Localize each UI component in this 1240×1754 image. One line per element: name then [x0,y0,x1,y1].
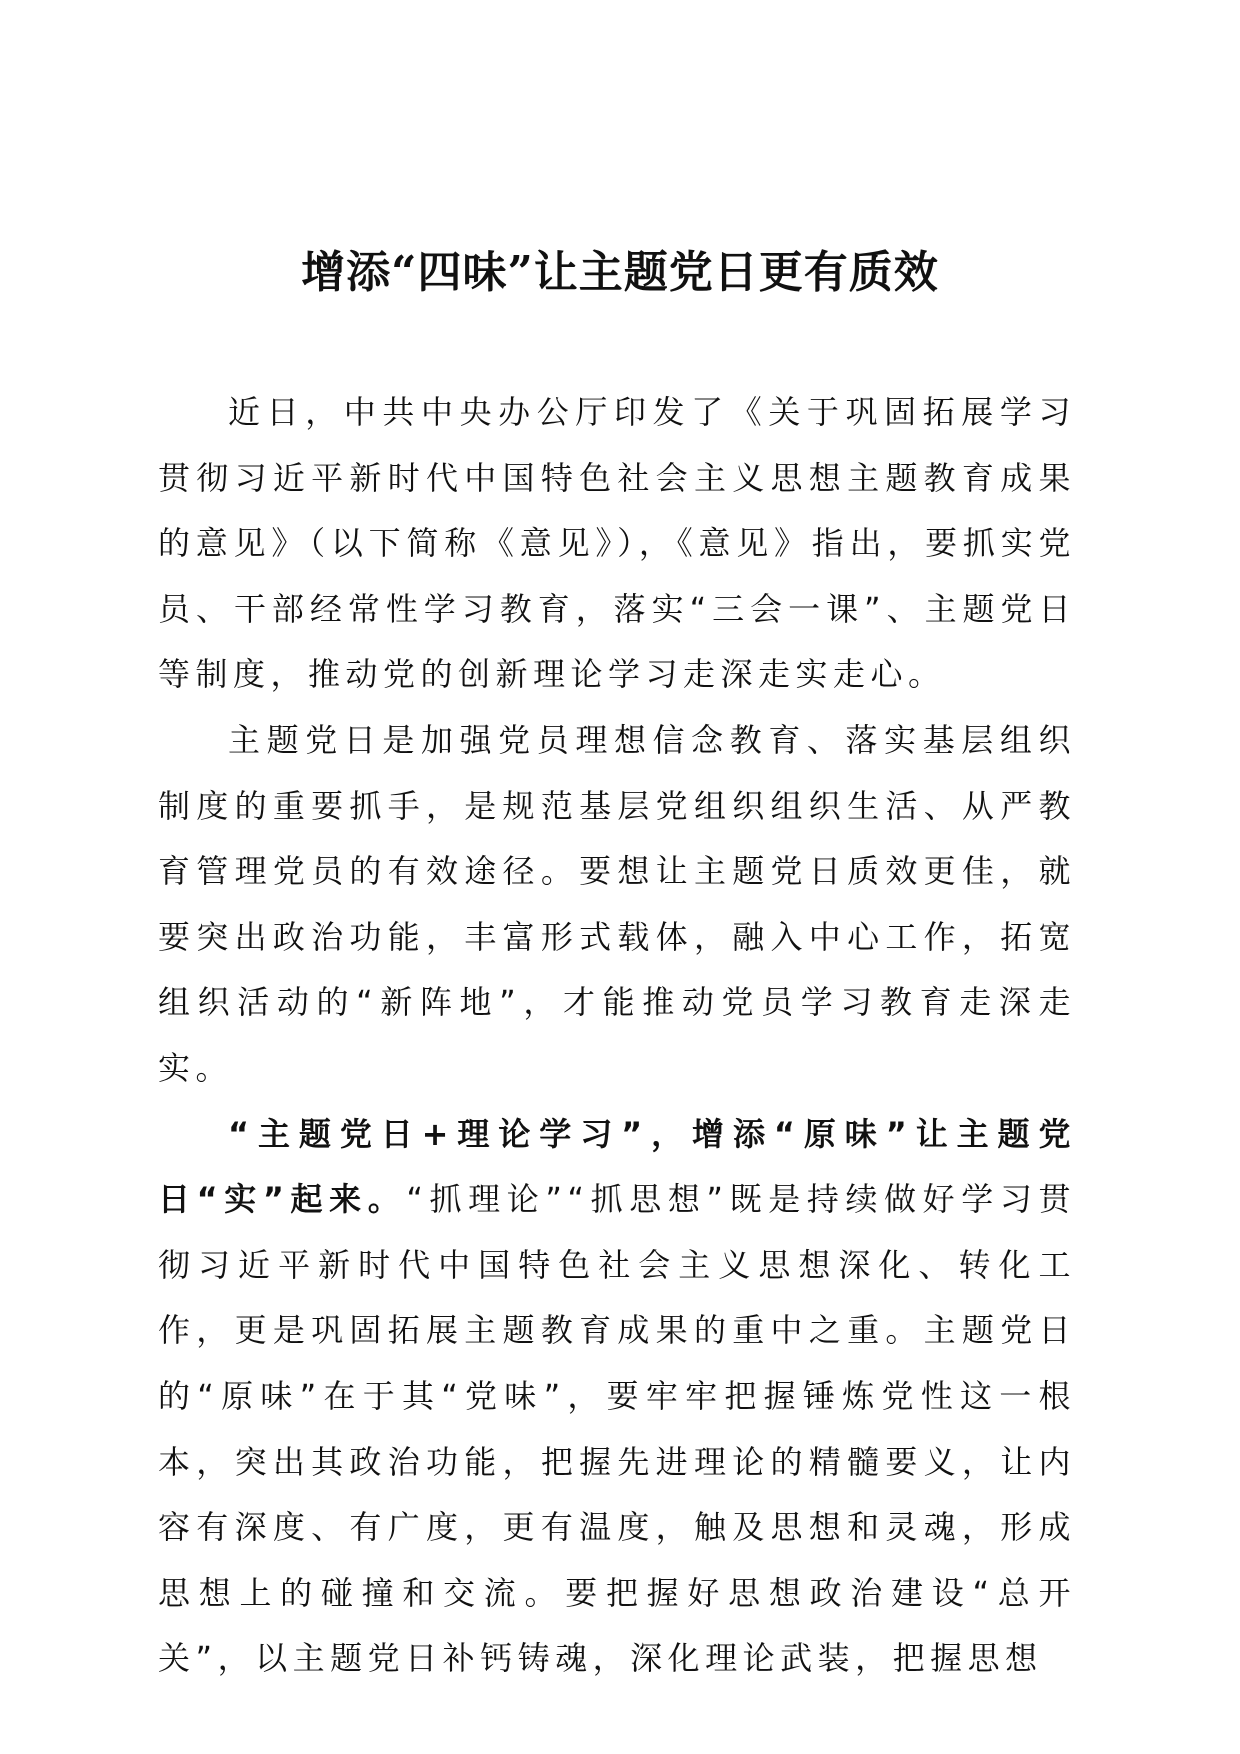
paragraph-lead-heading: “主题党日+理论学习”，增添“原味”让主题党日“实”起来。 [158,1114,1076,1219]
paragraph-text: “抓理论”“抓思想”既是持续做好学习贯彻习近平新时代中国特色社会主义思想深化、转化工作，更是巩固拓展主题教育成果的重中之重。主题党日的“原味”在于其“党味”，要牢牢把握锤炼党性这一根本，突出其政治功能，把握先进理论的精髓要义，让内容有深度、有广度，更有温度，触及思想和灵魂，形成思想上的碰撞和交流。要把握好思想政治建设“总开关”，以主题党日补钙铸魂，深化理论武装，把握思想 [158,1180,1076,1678]
paragraph-1 [158,380,1076,708]
paragraph-3 [158,1102,1076,1692]
paragraph-text: 主题党日是加强党员理想信念教育、落实基层组织制度的重要抓手，是规范基层党组织组织生活、从严教育管理党员的有效途径。要想让主题党日质效更佳，就要突出政治功能，丰富形式载体，融入中心工作，拓宽组织活动的“新阵地”，才能推动党员学习教育走深走实。 [158,720,1076,1087]
paragraph-2 [158,708,1076,1102]
paragraph-text: 近日，中共中央办公厅印发了《关于巩固拓展学习贯彻习近平新时代中国特色社会主义思想主题教育成果的意见》（以下简称《意见》），《意见》指出，要抓实党员、干部经常性学习教育，落实“三会一课”、主题党日等制度，推动党的创新理论学习走深走实走心。 [158,393,1076,694]
document-title: 增添“四味”让主题党日更有质效 [301,247,939,298]
document-body [158,380,1076,1692]
